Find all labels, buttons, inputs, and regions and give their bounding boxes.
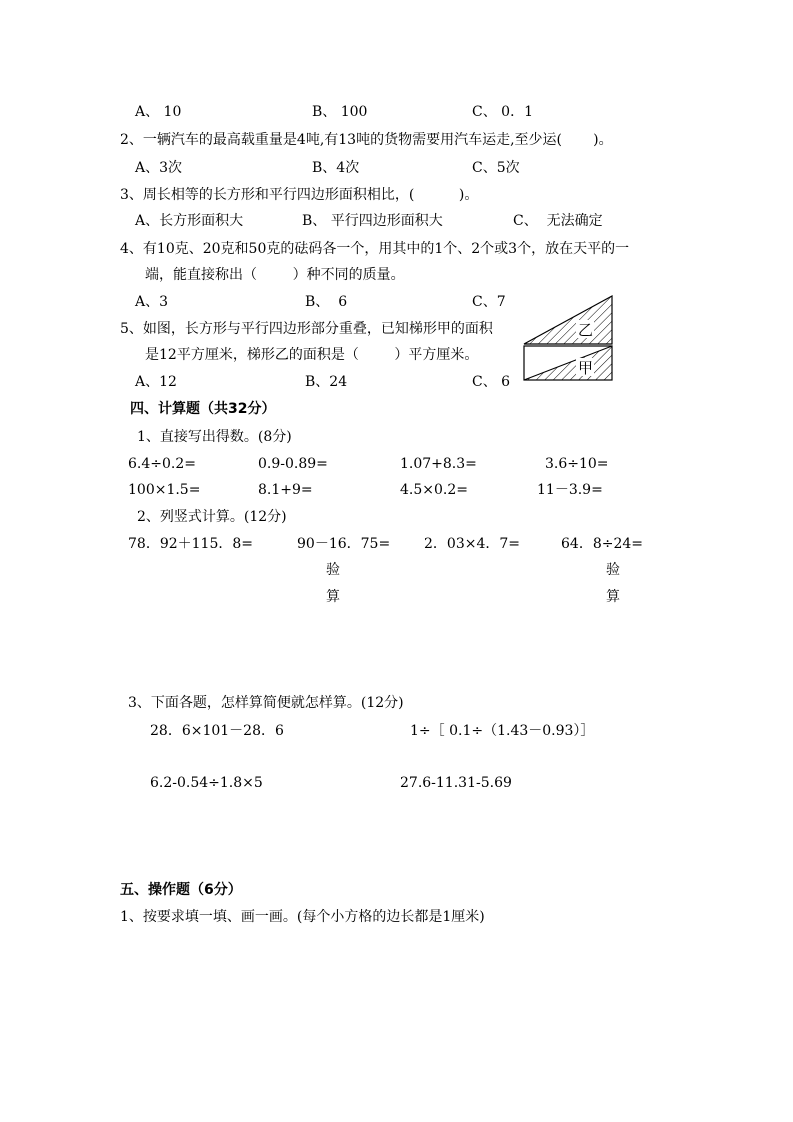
label-jia: 甲 <box>578 359 594 377</box>
q4-option-b: B、 6 <box>305 294 348 310</box>
section4-part3-title: 3、下面各题，怎样算简便就怎样算。(12分) <box>128 695 404 711</box>
calc-item: 4.5×0.2= <box>400 482 468 498</box>
calc-item: 0.9-0.89= <box>258 456 328 472</box>
q3-stem: 3、周长相等的长方形和平行四边形面积相比，( )。 <box>120 187 479 203</box>
q2-option-a: A、3次 <box>135 160 183 176</box>
q3-option-c: C、 无法确定 <box>513 213 603 229</box>
q2-option-b: B、4次 <box>312 160 360 176</box>
q4-stem-line1: 4、有10克、20克和50克的砝码各一个，用其中的1个、2个或3个，放在天平的一 <box>120 241 630 257</box>
q4-option-a: A、3 <box>135 294 169 310</box>
section5-part1-title: 1、按要求填一填、画一画。(每个小方格的边长都是1厘米) <box>120 909 485 925</box>
section4-title: 四、计算题（共32分） <box>130 401 276 417</box>
section5-title: 五、操作题（6分） <box>120 882 242 898</box>
q1-option-a: A、 10 <box>135 104 182 120</box>
check-label-char: 验 <box>326 562 340 578</box>
q5-option-a: A、12 <box>135 374 177 390</box>
trapezoid-figure <box>520 294 616 382</box>
q3-option-b: B、 平行四边形面积大 <box>302 213 443 229</box>
vertical-calc-item: 78．92＋115．8= <box>128 536 253 552</box>
parallelogram-shape <box>524 296 612 344</box>
q2-stem: 2、一辆汽车的最高载重量是4吨,有13吨的货物需要用汽车运走,至少运( )。 <box>120 132 613 148</box>
simplify-item: 28．6×101－28．6 <box>150 723 284 739</box>
calc-item: 1.07+8.3= <box>400 456 477 472</box>
vertical-calc-item: 2．03×4．7= <box>424 536 520 552</box>
vertical-calc-item: 64．8÷24= <box>561 536 643 552</box>
vertical-calc-item: 90－16．75= <box>297 536 391 552</box>
q5-option-b: B、24 <box>305 374 348 390</box>
check-label-char: 算 <box>606 589 620 605</box>
check-label-char: 验 <box>606 562 620 578</box>
section4-part2-title: 2、列竖式计算。(12分) <box>137 509 287 525</box>
calc-item: 100×1.5= <box>128 482 201 498</box>
q2-option-c: C、5次 <box>472 160 520 176</box>
simplify-item: 6.2-0.54÷1.8×5 <box>150 775 263 791</box>
label-yi: 乙 <box>578 321 594 339</box>
q5-stem-line2: 是12平方厘米，梯形乙的面积是（ ）平方厘米。 <box>145 347 479 363</box>
calc-item: 3.6÷10= <box>545 456 609 472</box>
q5-stem-line1: 5、如图，长方形与平行四边形部分重叠，已知梯形甲的面积 <box>120 321 493 337</box>
q3-option-a: A、长方形面积大 <box>135 213 244 229</box>
simplify-item: 27.6-11.31-5.69 <box>400 775 512 791</box>
simplify-item: 1÷［ 0.1÷（1.43－0.93）］ <box>410 723 595 739</box>
calc-item: 6.4÷0.2= <box>128 456 196 472</box>
check-label-char: 算 <box>326 589 340 605</box>
q5-option-c: C、 6 <box>472 374 511 390</box>
q1-option-c: C、 0．1 <box>472 104 533 120</box>
q4-stem-line2: 端，能直接称出（ ）种不同的质量。 <box>145 267 405 283</box>
q1-option-b: B、 100 <box>312 104 368 120</box>
section4-part1-title: 1、直接写出得数。(8分) <box>137 429 292 445</box>
calc-item: 8.1+9= <box>258 482 313 498</box>
q4-option-c: C、7 <box>472 294 506 310</box>
calc-item: 11－3.9= <box>537 482 603 498</box>
